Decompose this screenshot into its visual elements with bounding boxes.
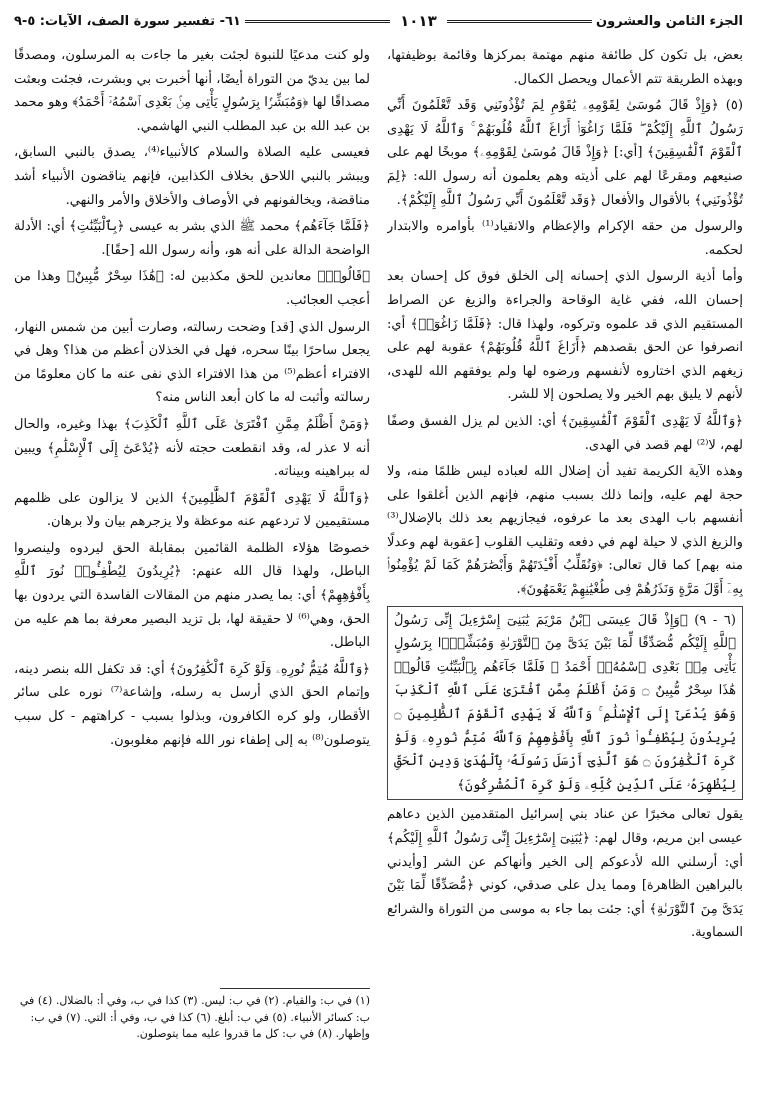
right-column — [387, 44, 743, 1091]
paragraph: والرسول من حقه الإكرام والإعظام والانقياد⁽¹⁾ بأوامره والابتدار لحكمه. — [387, 219, 743, 258]
footnotes — [14, 988, 370, 1043]
paragraph: (٥) ﴿وَإِذْ قَالَ مُوسَىٰ لِقَوْمِهِۦ يَٰقَوْمِ لِمَ تُؤْذُونَنِي وَقَد تَّعْلَمُونَ أَنِّي رَسُولُ ٱللَّهِ إِلَيْكُمْ ۖ فَلَمَّا زَاغُوٓا۟ أَزَاغَ ٱللَّهُ قُلُوبَهُمْ ۚ وَٱللَّهُ لَا يَهْدِى ٱلْقَوْمَ ٱلْفَٰسِقِينَ﴾ [أي:] ﴿وَإِذْ قَالَ مُوسَىٰ لِقَوْمِهِۦ﴾ موبخًا لهم على صنيعهم ومقرعًا لهم على أذيته وهم يعلمون أنه رسول الله: ﴿لِمَ تُؤْذُونَنِي﴾ بالأقوال والأفعال ﴿وَقَد تَّعْلَمُونَ أَنِّي رَسُولُ ٱللَّهِ إِلَيْكُمْ﴾. — [387, 98, 743, 208]
boxed-ayah: (٦ - ٩) ﴿وَإِذْ قَالَ عِيسَى ٱبْنُ مَرْيَمَ يَٰبَنِىٓ إِسْرَٰٓءِيلَ إِنِّى رَسُولُ ٱللَّهِ إِلَيْكُم مُّصَدِّقًا لِّمَا بَيْنَ يَدَىَّ مِنَ ٱلتَّوْرَىٰةِ وَمُبَشِّرًۢا بِرَسُولٍ يَأْتِى مِنۢ بَعْدِى ٱسْمُهُۥٓ أَحْمَدُ ۖ فَلَمَّا جَآءَهُم بِٱلْبَيِّنَٰتِ قَالُوا۟ هَٰذَا سِحْرٌ مُّبِينٌ ۝ وَمَنْ أَظْلَمُ مِمَّنِ ٱفْتَرَىٰ عَلَى ٱللَّهِ ٱلْكَذِبَ وَهُوَ يُدْعَىٰٓ إِلَى ٱلْإِسْلَٰمِ ۚ وَٱللَّهُ لَا يَهْدِى ٱلْقَوْمَ ٱلظَّٰلِمِينَ ۝ يُرِيدُونَ لِيُطْفِـُٔوا۟ نُورَ ٱللَّهِ بِأَفْوَٰهِهِمْ وَٱللَّهُ مُتِمُّ نُورِهِۦ وَلَوْ كَرِهَ ٱلْكَٰفِرُونَ ۝ هُوَ ٱلَّذِىٓ أَرْسَلَ رَسُولَهُۥ بِٱلْهُدَىٰ وَدِينِ ٱلْحَقِّ لِيُظْهِرَهُۥ عَلَى ٱلدِّينِ كُلِّهِۦ وَلَوْ كَرِهَ ٱلْمُشْرِكُونَ﴾ — [387, 606, 743, 801]
left-column — [14, 44, 370, 981]
paragraph: ﴿وَٱللَّهُ لَا يَهْدِى ٱلْقَوْمَ ٱلْفَٰسِقِينَ﴾ أي: الذين لم يزل الفسق وصفًا لهم، لا⁽²⁾ لهم قصد في الهدى. — [387, 413, 743, 453]
paragraph: وأما أذية الرسول الذي إحسانه إلى الخلق فوق كل إحسان بعد إحسان الله، ففي غاية الوقاحة والجراءة والزيغ عن الصراط المستقيم الذي قد علموه وتركوه، ولهذا قال: ﴿فَلَمَّا زَاغُوٓا۟﴾ أي: انصرفوا عن الحق بقصدهم ﴿أَزَاغَ ٱللَّهُ قُلُوبَهُمْ﴾ عقوبة لهم على زيغهم الذي اختاروه لأنفسهم ورضوه لها ولم يوفقهم الله للهدى، لأنهم لا يليق بهم الخير ولا يصلحون إلا للشر. — [387, 269, 743, 403]
paragraph: ﴿وَمَنْ أَظْلَمُ مِمَّنِ ٱفْتَرَىٰ عَلَى ٱللَّهِ ٱلْكَذِبَ﴾ بهذا وغيره، والحال أنه لا عذر له، وقد انقطعت حجته لأنه ﴿يُدْعَىٰٓ إِلَى ٱلْإِسْلَٰمِ﴾ ويبين له ببراهينه وبيناته. — [14, 416, 370, 480]
paragraph: خصوصًا هؤلاء الظلمة القائمين بمقابلة الحق ليردوه ولينصروا الباطل، ولهذا قال الله عنهم: ﴿يُرِيدُونَ لِيُطْفِـُٔوا۟ نُورَ ٱللَّهِ بِأَفْوَٰهِهِمْ﴾ أي: بما يصدر منهم من المقالات الفاسدة التي يردون بها الحق، وهي⁽⁶⁾ لا حقيقة لها، بل تزيد البصير معرفة بما هم عليه من الباطل. — [14, 540, 370, 651]
header-rule-right — [447, 20, 592, 23]
paragraph: ﴿قَالُوا۟﴾ معاندين للحق مكذبين له: ﴿هَٰذَا سِحْرٌ مُّبِينٌ﴾ وهذا من أعجب العجائب. — [14, 269, 370, 308]
footnote-text: (١) في ب: والقيام. (٢) في ب: ليس. (٣) كذا في ب، وفي أ: بالضلال. (٤) في ب: كسائر الأنبياء. (٥) في ب: أبلغ. (٦) كذا في ب، وفي أ: التي. (٧) في ب: وإظهار. (٨) في ب: كل ما قدروا عليه مما يتوصلون. — [19, 994, 370, 1040]
page-number: ١٠١٣ — [400, 12, 437, 30]
header-rule-left — [245, 20, 390, 23]
paragraph: ﴿وَٱللَّهُ لَا يَهْدِى ٱلْقَوْمَ ٱلظَّٰلِمِينَ﴾ الذين لا يزالون على ظلمهم مستقيمين لا تردعهم عنه موعظة ولا يزجرهم بيان ولا برهان. — [14, 490, 370, 530]
running-header — [14, 8, 743, 34]
paragraph: ﴿فَلَمَّا جَآءَهُم﴾ محمد ﷺ الذي بشر به عيسى ﴿بِٱلْبَيِّنَٰتِ﴾ أي: الأدلة الواضحة الدالة على أنه هو، وأنه رسول الله [حقًا]. — [14, 219, 370, 258]
paragraph: الرسول الذي [قد] وضحت رسالته، وصارت أبين من شمس النهار، يجعل ساحرًا بينًا سحره، فهل في الخذلان أعظم من هذا؟ وهل في الافتراء أعظم⁽⁵⁾ من هذا الافتراء الذي نفى عنه ما كان معلومًا من رسالته وأثبت له ما كان أبعد الناس منه؟ — [14, 319, 370, 406]
paragraph: وهذه الآية الكريمة تفيد أن إضلال الله لعباده ليس ظلمًا منه، ولا حجة لهم عليه، وإنما ذلك بسبب منهم، فإنهم الذين أغلقوا على أنفسهم باب الهدى بعد ما عرفوه، فيجازيهم بعد ذلك بالإضلال⁽³⁾ والزيغ الذي لا حيلة لهم في دفعه وتقليب القلوب [عقوبة لهم وعدلًا منه بهم] كما قال تعالى: ﴿وَنُقَلِّبُ أَفْـِٔدَتَهُمْ وَأَبْصَٰرَهُمْ كَمَا لَمْ يُؤْمِنُوا۟ بِهِۦٓ أَوَّلَ مَرَّةٍ وَنَذَرُهُمْ فِى طُغْيَٰنِهِمْ يَعْمَهُونَ﴾. — [387, 464, 743, 598]
paragraph: بعض، بل تكون كل طائفة منهم مهتمة بمركزها وقائمة بوظيفتها، وبهذه الطريقة تتم الأعمال ويحصل الكمال. — [387, 48, 743, 87]
paragraph: ولو كنت مدعيًا للنبوة لجئت بغير ما جاءت به المرسلون، ومصدقًا لما بين يديّ من التوراة أيضًا، أنها أخبرت بي وبشرت، فجئت وبعثت مصداقًا لها ﴿وَمُبَشِّرًۢا بِرَسُولٍ يَأْتِى مِنۢ بَعْدِى ٱسْمُهُۥٓ أَحْمَدُ﴾ وهو محمد بن عبد الله بن عبد المطلب النبي الهاشمي. — [14, 48, 370, 134]
paragraph: يقول تعالى مخبرًا عن عناد بني إسرائيل المتقدمين الذين دعاهم عيسى ابن مريم، وقال لهم: ﴿يَٰبَنِىٓ إِسْرَٰٓءِيلَ إِنِّى رَسُولُ ٱللَّهِ إِلَيْكُم﴾ أي: أرسلني الله لأدعوكم إلى الخير وأنهاكم عن الشر [وأيدني بالبراهين الظاهرة] ومما يدل على صدقي، كوني ﴿مُّصَدِّقًا لِّمَا بَيْنَ يَدَىَّ مِنَ ٱلتَّوْرَىٰةِ﴾ أي: جئت بما جاء به موسى من التوراة والشرائع السماوية. — [387, 807, 743, 941]
paragraph: ﴿وَٱللَّهُ مُتِمُّ نُورِهِۦ وَلَوْ كَرِهَ ٱلْكَٰفِرُونَ﴾ أي: قد تكفل الله بنصر دينه، وإتمام الحق الذي أرسل به رسله، وإشاعة⁽⁷⁾ نوره على سائر الأقطار، ولو كره الكافرون، وبذلوا بسبب - كراهتهم - كل سبب يتوصلون⁽⁸⁾ به إلى إطفاء نور الله فإنهم مغلوبون. — [14, 661, 370, 748]
header-part: الجزء الثامن والعشرون — [595, 13, 743, 29]
paragraph: فعيسى عليه الصلاة والسلام كالأنبياء⁽⁴⁾، يصدق بالنبي السابق، ويبشر بالنبي اللاحق بخلاف الكذابين، فإنهم يناقضون الأنبياء أشد مناقضة، ويخالفونهم في الأوصاف والأخلاق والأمر والنهي. — [14, 145, 370, 208]
header-surah-title: ٦١- تفسير سورة الصف، الآيات: ٥-٩ — [13, 13, 241, 29]
footnote-divider — [220, 988, 370, 989]
